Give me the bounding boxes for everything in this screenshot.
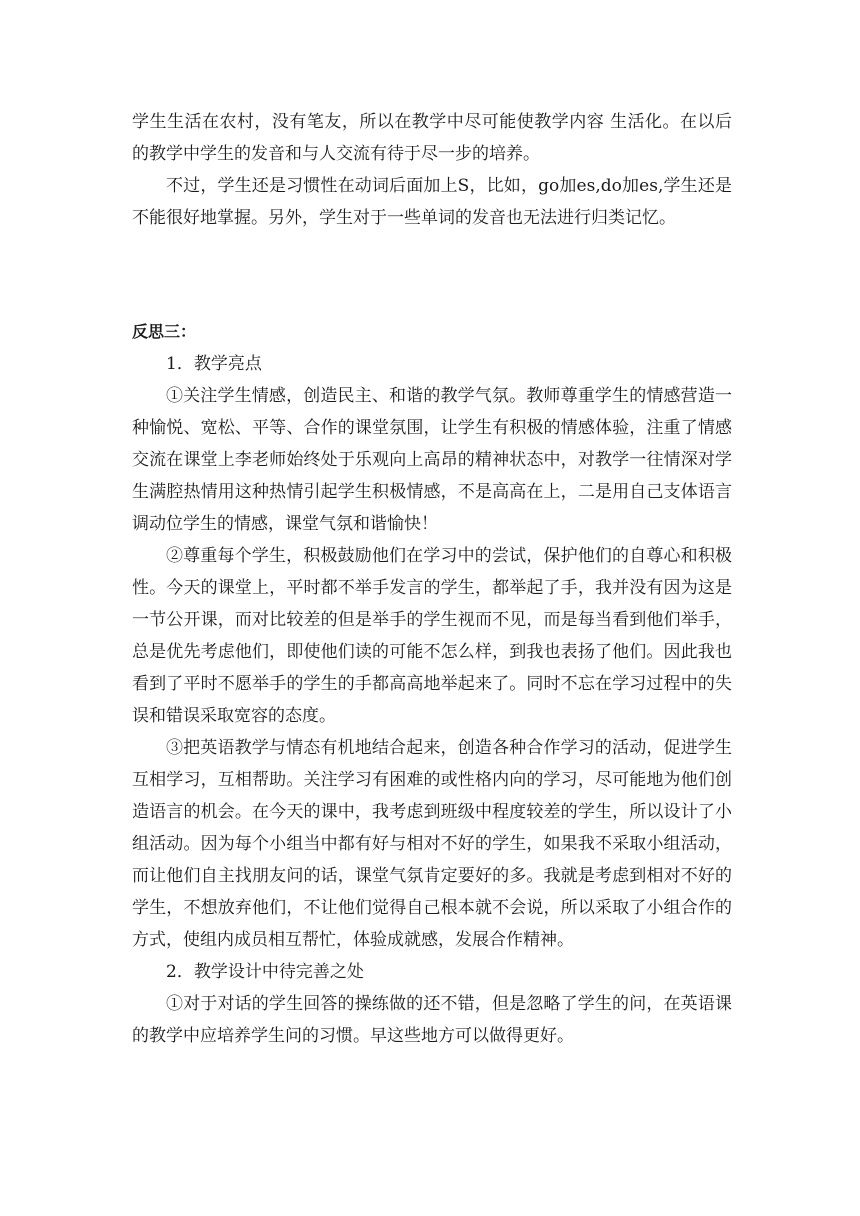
paragraph-continued: 学生生活在农村，没有笔友，所以在教学中尽可能使教学内容 生活化。在以后的教学中学生的发音和与人交流有待于尽一步的培养。 xyxy=(132,112,732,164)
improvement-point-1: ①对于对话的学生回答的操练做的还不错，但是忽略了学生的问，在英语课的教学中应培养学生问的习惯。早这些地方可以做得更好。 xyxy=(132,994,732,1046)
highlight-point-1: ①关注学生情感，创造民主、和谐的教学气氛。教师尊重学生的情感营造一种愉悦、宽松、平等、合作的课堂氛围，让学生有积极的情感体验，注重了情感交流在课堂上李老师始终处于乐观向上高昂的精神状态中，对教学一往情深对学生满腔热情用这种热情引起学生积极情感，不是高高在上，二是用自己支体语言调动位学生的情感，课堂气氛和谐愉快！ xyxy=(132,386,732,534)
document-body xyxy=(132,106,732,1052)
highlight-point-3: ③把英语教学与情态有机地结合起来，创造各种合作学习的活动，促进学生互相学习，互相帮助。关注学习有困难的或性格内向的学习，尽可能地为他们创造语言的机会。在今天的课中，我考虑到班级中程度较差的学生，所以设计了小组活动。因为每个小组当中都有好与相对不好的学生，如果我不采取小组活动，而让他们自主找朋友问的话，课堂气氛肯定要好的多。我就是考虑到相对不好的学生，不想放弃他们，不让他们觉得自己根本就不会说，所以采取了小组合作的方式，使组内成员相互帮忙，体验成就感，发展合作精神。 xyxy=(132,738,732,950)
subsection-title-improvements: 2．教学设计中待完善之处 xyxy=(166,962,364,982)
paragraph-verb-s: 不过，学生还是习惯性在动词后面加上S，比如，go加es,do加es,学生还是不能很好地掌握。另外，学生对于一些单词的发音也无法进行归类记忆。 xyxy=(132,176,732,228)
highlight-point-2: ②尊重每个学生，积极鼓励他们在学习中的尝试，保护他们的自尊心和积极性。今天的课堂上，平时都不举手发言的学生，都举起了手，我并没有因为这是一节公开课，而对比较差的但是举手的学生视而不见，而是每当看到他们举手，总是优先考虑他们，即使他们读的可能不怎么样，到我也表扬了他们。因此我也看到了平时不愿举手的学生的手都高高地举起来了。同时不忘在学习过程中的失误和错误采取宽容的态度。 xyxy=(132,546,732,726)
section-title: 反思三： xyxy=(132,322,197,341)
subsection-title-highlights: 1．教学亮点 xyxy=(166,354,262,374)
